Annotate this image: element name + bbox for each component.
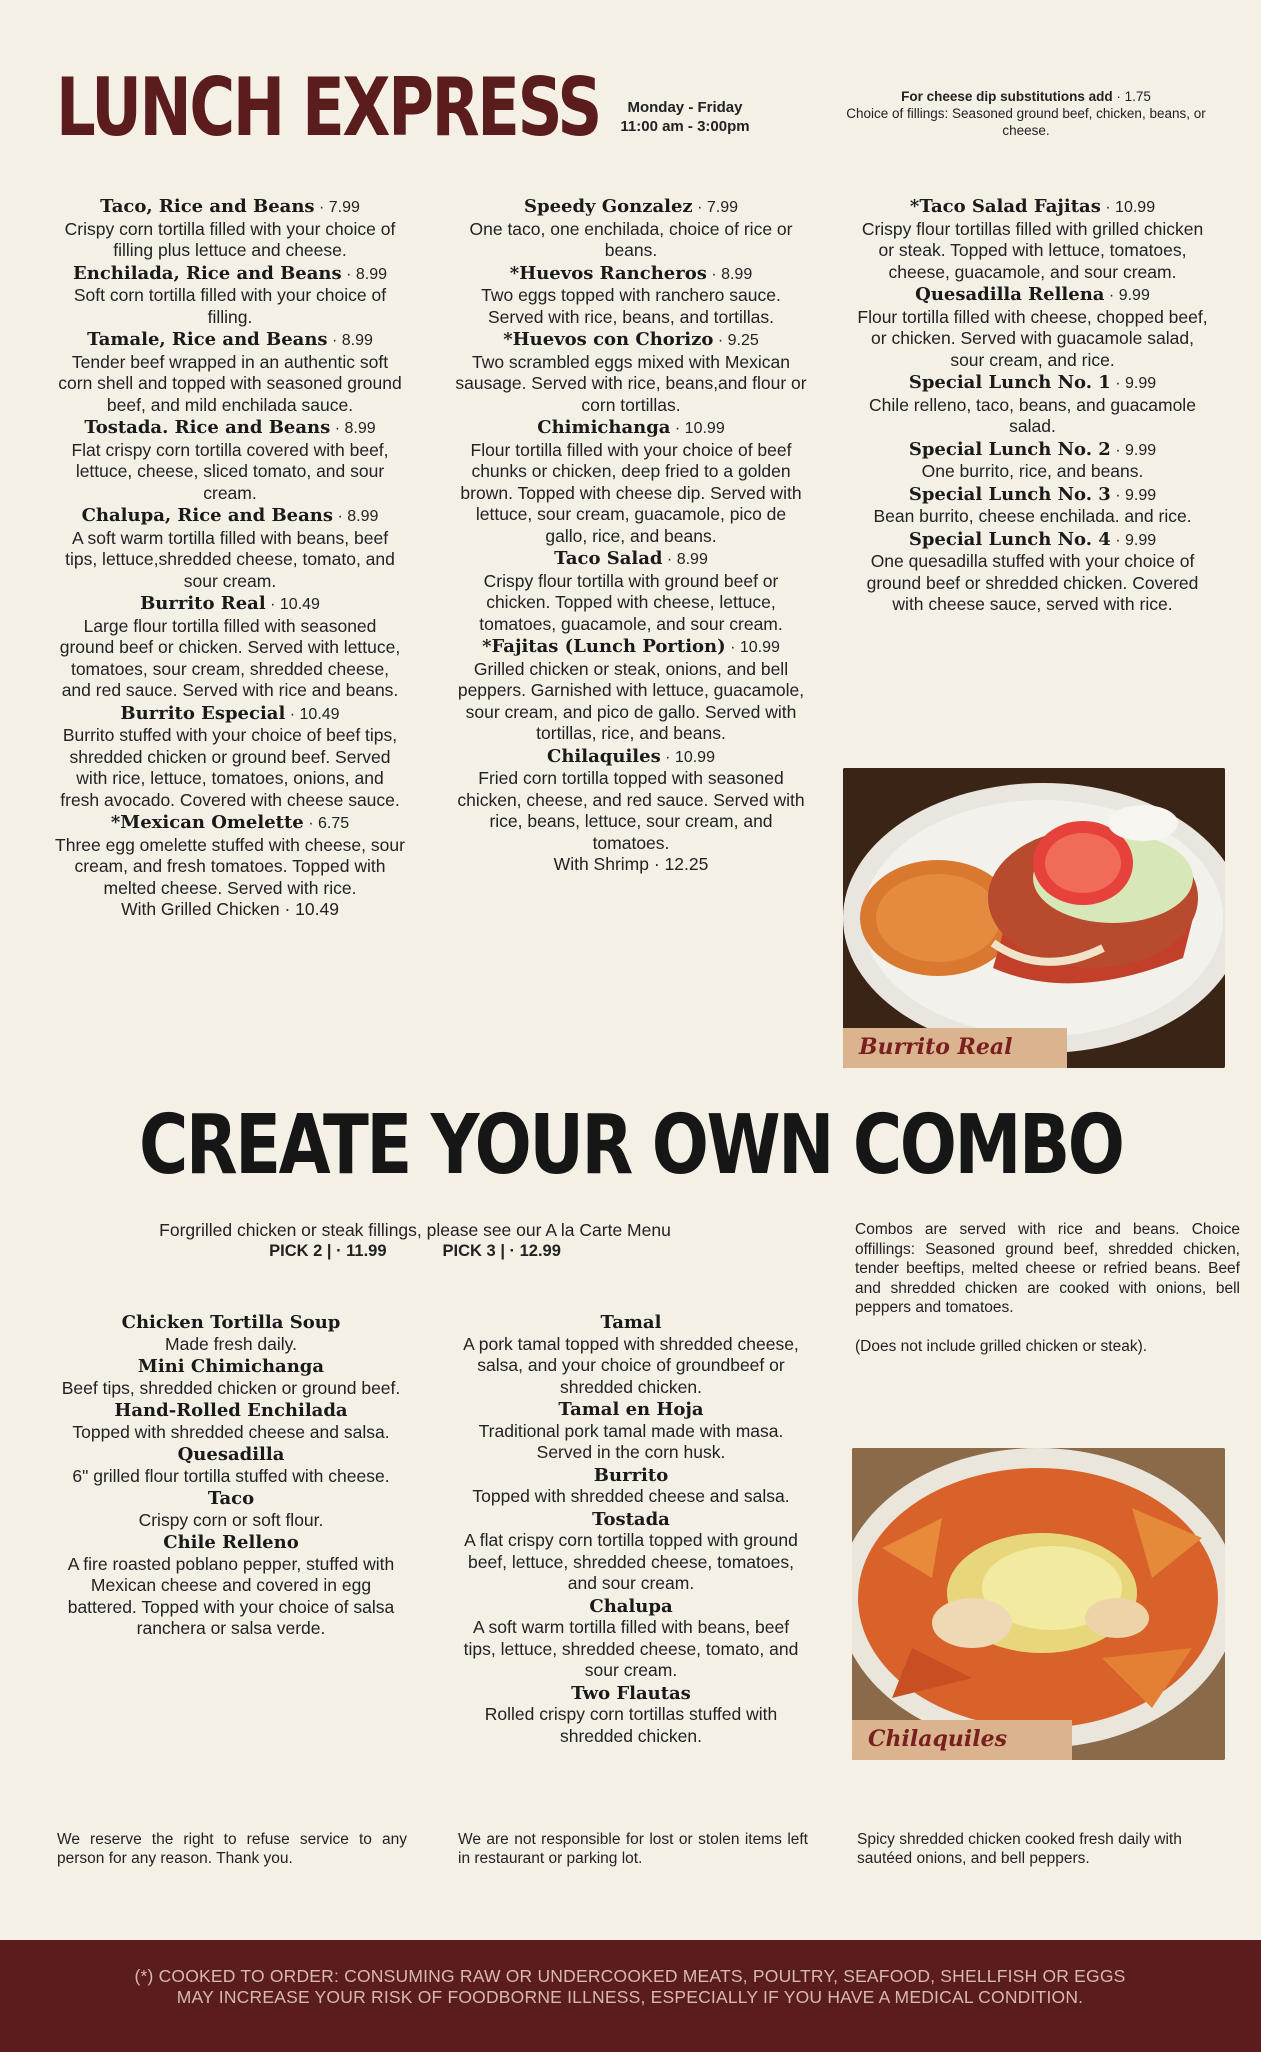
combo-title-text: CREATE YOUR OWN COMBO bbox=[138, 1098, 1123, 1193]
cheese-note-text: Choice of fillings: Seasoned ground beef, chicken, beans, or cheese. bbox=[846, 106, 1206, 138]
menu-item-name: Speedy Gonzalez bbox=[523, 196, 693, 217]
menu-item bbox=[56, 1356, 406, 1399]
refuse-service-note: We reserve the right to refuse service to any person for any reason. Thank you. bbox=[57, 1831, 407, 1867]
menu-item-description: Soft corn tortilla filled with your choice of filling. bbox=[73, 285, 387, 327]
health-warning-bar bbox=[0, 1940, 1261, 2052]
menu-item-description: Beef tips, shredded chicken or ground beef. bbox=[61, 1377, 401, 1398]
menu-item bbox=[55, 703, 405, 812]
menu-item bbox=[55, 196, 405, 262]
menu-item-name: Two Flautas bbox=[571, 1682, 691, 1704]
lost-items-note: We are not responsible for lost or stolen items left in restaurant or parking lot. bbox=[458, 1831, 808, 1867]
menu-item-name: Burrito Especial bbox=[120, 702, 286, 724]
menu-item-price: · 10.99 bbox=[725, 639, 780, 656]
menu-item bbox=[55, 593, 405, 702]
health-warning-line-2: MAY INCREASE YOUR RISK OF FOODBORNE ILLNESS, ESPECIALLY IF YOU HAVE A MEDICAL CONDITION. bbox=[176, 1987, 1084, 2007]
menu-item bbox=[55, 329, 405, 416]
menu-item-description: A soft warm tortilla filled with beans, beef tips, lettuce, shredded cheese, tomato, and sour cream. bbox=[463, 1617, 799, 1680]
menu-item-price: · 9.99 bbox=[1110, 441, 1157, 459]
menu-item bbox=[855, 439, 1210, 483]
lunch-column-2 bbox=[455, 196, 807, 877]
menu-item-name: Tostada. Rice and Beans bbox=[84, 417, 331, 438]
menu-item-description: Made fresh daily. bbox=[165, 1333, 297, 1354]
burrito-real-photo bbox=[843, 768, 1225, 1068]
menu-item-description: 6" grilled flour tortilla stuffed with cheese. bbox=[72, 1465, 390, 1486]
combo-column-1 bbox=[56, 1312, 406, 1641]
menu-item-name: Quesadilla bbox=[177, 1444, 285, 1465]
menu-item-name: *Mexican Omelette bbox=[110, 812, 304, 833]
menu-item-price: · 7.99 bbox=[314, 199, 360, 216]
menu-item-name: Chalupa bbox=[589, 1595, 673, 1617]
menu-item-price: · 9.99 bbox=[1104, 287, 1150, 304]
menu-item-description: Fried corn tortilla topped with seasoned chicken, cheese, and red sauce. Served with rice, beans, lettuce, sour cream, and tomatoes. bbox=[457, 768, 805, 853]
menu-item bbox=[55, 417, 405, 504]
menu-item bbox=[455, 1683, 807, 1748]
menu-item-description: Three egg omelette stuffed with cheese, sour cream, and fresh tomatoes. Topped with melted cheese. Served with rice. bbox=[55, 834, 405, 898]
menu-item-name: Taco bbox=[207, 1488, 255, 1509]
menu-item-description: One burrito, rice, and beans. bbox=[921, 461, 1144, 481]
chilaquiles-plate-illustration bbox=[852, 1448, 1225, 1760]
menu-item-description: Flour tortilla filled with your choice of beef chunks or chicken, deep fried to a golden brown. Topped with cheese dip. Served with lettuce, sour cream, guacamole, pico de gallo, rice, and beans. bbox=[460, 439, 802, 546]
menu-item-name: *Huevos Rancheros bbox=[509, 262, 707, 284]
menu-item bbox=[55, 263, 405, 329]
menu-item-price: · 9.99 bbox=[1110, 531, 1157, 549]
menu-item-name: Special Lunch No. 1 bbox=[908, 372, 1111, 393]
menu-item-name: Burrito bbox=[593, 1464, 669, 1486]
menu-item-price: · 10.99 bbox=[660, 748, 715, 766]
menu-item-name: Chalupa, Rice and Beans bbox=[81, 505, 334, 526]
menu-item-description: Flat crispy corn tortilla covered with beef, lettuce, cheese, sliced tomato, and sour cream. bbox=[71, 439, 389, 503]
burrito-real-label: Burrito Real bbox=[843, 1028, 1067, 1068]
menu-item-price: · 8.99 bbox=[333, 508, 379, 525]
menu-item-price: · 8.99 bbox=[706, 265, 753, 283]
menu-item-price: · 6.75 bbox=[303, 815, 350, 832]
menu-item bbox=[855, 196, 1210, 283]
menu-item-name: *Taco Salad Fajitas bbox=[909, 196, 1101, 217]
menu-item-description: Crispy corn or soft flour. bbox=[138, 1509, 324, 1530]
menu-item-description: A pork tamal topped with shredded cheese, salsa, and your choice of groundbeef or shredded chicken. bbox=[463, 1333, 799, 1397]
menu-item-price: · 10.49 bbox=[265, 596, 320, 613]
menu-item bbox=[56, 1488, 406, 1531]
menu-item-description: One quesadilla stuffed with your choice of ground beef or shredded chicken. Covered with cheese sauce, served with rice. bbox=[866, 551, 1199, 614]
menu-item bbox=[855, 372, 1210, 438]
menu-item bbox=[56, 1312, 406, 1355]
menu-item-price: · 9.99 bbox=[1110, 486, 1157, 504]
lunch-express-title: LUNCH EXPRESS bbox=[56, 61, 600, 154]
menu-item-name: Chilaquiles bbox=[547, 745, 661, 767]
menu-item bbox=[56, 1444, 406, 1487]
chilaquiles-photo bbox=[852, 1448, 1225, 1760]
menu-item-description: Tender beef wrapped in an authentic soft corn shell and topped with seasoned ground beef, and mild enchilada sauce. bbox=[58, 351, 402, 415]
menu-item-name: Enchilada, Rice and Beans bbox=[73, 262, 342, 284]
menu-item bbox=[455, 1509, 807, 1595]
menu-item bbox=[455, 1596, 807, 1682]
menu-item bbox=[855, 484, 1210, 528]
cheese-note-bold: For cheese dip substitutions add bbox=[901, 89, 1113, 104]
lunch-column-1 bbox=[55, 196, 405, 922]
menu-item-name: Taco Salad bbox=[554, 548, 663, 569]
menu-item-description: One taco, one enchilada, choice of rice or beans. bbox=[469, 218, 793, 260]
menu-item-description: Traditional pork tamal made with masa. Served in the corn husk. bbox=[478, 1420, 784, 1462]
menu-item bbox=[455, 548, 807, 635]
menu-item-price: · 8.99 bbox=[662, 551, 708, 568]
menu-item bbox=[455, 1465, 807, 1508]
menu-item-price: · 10.49 bbox=[285, 705, 340, 723]
menu-item-price: · 8.99 bbox=[330, 420, 376, 437]
menu-item-price: · 10.99 bbox=[670, 420, 725, 437]
menu-item bbox=[855, 529, 1210, 616]
menu-item-name: Hand-Rolled Enchilada bbox=[114, 1400, 348, 1421]
menu-item-name: Special Lunch No. 4 bbox=[908, 528, 1111, 550]
combo-note-exclusion: (Does not include grilled chicken or steak). bbox=[855, 1337, 1148, 1355]
menu-item-price: · 8.99 bbox=[341, 265, 387, 283]
menu-item-extra-option: With Grilled Chicken · 10.49 bbox=[121, 899, 339, 919]
menu-item-name: Special Lunch No. 2 bbox=[908, 438, 1111, 460]
menu-item-description: A flat crispy corn tortilla topped with ground beef, lettuce, shredded cheese, tomatoes, and sour cream. bbox=[464, 1530, 798, 1593]
menu-item-description: Large flour tortilla filled with seasoned ground beef or chicken. Served with lettuce, tomatoes, sour cream, shredded cheese, and red sauce. Served with rice and beans. bbox=[59, 615, 401, 700]
menu-item-description: Crispy corn tortilla filled with your choice of filling plus lettuce and cheese. bbox=[64, 218, 396, 260]
menu-item-name: Chicken Tortilla Soup bbox=[121, 1312, 341, 1333]
menu-item bbox=[455, 636, 807, 745]
menu-item bbox=[455, 196, 807, 262]
menu-item-description: Two scrambled eggs mixed with Mexican sausage. Served with rice, beans,and flour or corn tortillas. bbox=[455, 351, 807, 415]
menu-item bbox=[855, 284, 1210, 371]
menu-item bbox=[455, 417, 807, 547]
pick-3-price: PICK 3 | · 12.99 bbox=[442, 1242, 561, 1260]
menu-item-name: Taco, Rice and Beans bbox=[100, 196, 315, 217]
menu-item-description: Topped with shredded cheese and salsa. bbox=[72, 1421, 390, 1442]
combo-note-fillings: Combos are served with rice and beans. Choice offillings: Seasoned ground beef, shredded chicken, tender beeftips, melted cheese or refried beans. Beef and shredded chicken are cooked with onions, bell peppers and tomatoes. bbox=[855, 1221, 1240, 1316]
menu-item-description: A soft warm tortilla filled with beans, beef tips, lettuce,shredded cheese, tomato, and sour cream. bbox=[65, 527, 395, 591]
health-warning-text bbox=[90, 1966, 1170, 2008]
menu-item-description: Grilled chicken or steak, onions, and bell peppers. Garnished with lettuce, guacamole, sour cream, and pico de gallo. Served with tortillas, rice, and beans. bbox=[457, 658, 805, 743]
menu-item-name: Tostada bbox=[592, 1508, 670, 1530]
menu-item-name: Chile Relleno bbox=[163, 1532, 299, 1553]
menu-item bbox=[455, 1312, 807, 1398]
cheese-note-price: · 1.75 bbox=[1112, 89, 1151, 104]
cheese-dip-note bbox=[838, 88, 1214, 139]
menu-item bbox=[55, 505, 405, 592]
menu-item-price: · 10.99 bbox=[1100, 199, 1156, 216]
menu-item-name: Chimichanga bbox=[537, 417, 671, 438]
menu-item-name: Mini Chimichanga bbox=[137, 1356, 325, 1377]
lunch-days: Monday - Friday bbox=[627, 99, 743, 116]
combo-intro bbox=[130, 1220, 700, 1262]
menu-item-description: Topped with shredded cheese and salsa. bbox=[472, 1486, 790, 1506]
combo-note bbox=[855, 1220, 1240, 1356]
menu-item-price: · 7.99 bbox=[692, 199, 739, 216]
menu-item-description: Two eggs topped with ranchero sauce. Served with rice, beans, and tortillas. bbox=[481, 285, 781, 327]
menu-item bbox=[455, 329, 807, 416]
menu-item-description: Rolled crispy corn tortillas stuffed with shredded chicken. bbox=[484, 1704, 778, 1746]
menu-item bbox=[455, 746, 807, 876]
menu-item bbox=[55, 812, 405, 921]
menu-item-name: Quesadilla Rellena bbox=[915, 284, 1105, 305]
menu-item-price: · 8.99 bbox=[327, 332, 373, 349]
menu-item-description: Chile relleno, taco, beans, and guacamole salad. bbox=[869, 394, 1196, 436]
menu-item-name: *Fajitas (Lunch Portion) bbox=[482, 636, 726, 657]
health-warning-line-1: (*) COOKED TO ORDER: CONSUMING RAW OR UNDERCOOKED MEATS, POULTRY, SEAFOOD, SHELLFISH OR EGGS bbox=[134, 1966, 1126, 1986]
menu-item-description: Burrito stuffed with your choice of beef tips, shredded chicken or ground beef. Served with rice, lettuce, tomatoes, onions, and fresh avocado. Covered with cheese sauce. bbox=[60, 725, 400, 810]
lunch-time: 11:00 am - 3:00pm bbox=[620, 118, 750, 135]
menu-item-name: *Huevos con Chorizo bbox=[503, 329, 714, 350]
menu-item-price: · 9.25 bbox=[713, 332, 759, 349]
menu-item-name: Burrito Real bbox=[140, 593, 266, 614]
chilaquiles-note: Spicy shredded chicken cooked fresh daily with sautéed onions, and bell peppers. bbox=[857, 1831, 1182, 1867]
menu-item bbox=[455, 263, 807, 329]
chilaquiles-label: Chilaquiles bbox=[852, 1720, 1072, 1760]
menu-item-name: Tamale, Rice and Beans bbox=[87, 329, 328, 350]
lunch-column-3 bbox=[855, 196, 1210, 617]
pick-2-price: PICK 2 | · 11.99 bbox=[269, 1242, 387, 1260]
combo-column-2 bbox=[455, 1312, 807, 1748]
burrito-plate-illustration bbox=[843, 768, 1225, 1068]
menu-item-name: Special Lunch No. 3 bbox=[908, 483, 1111, 505]
menu-item-description: Bean burrito, cheese enchilada. and rice. bbox=[873, 506, 1192, 526]
menu-item bbox=[56, 1400, 406, 1443]
menu-item-name: Tamal en Hoja bbox=[558, 1399, 704, 1420]
combo-title bbox=[0, 1098, 1261, 1193]
menu-item bbox=[455, 1399, 807, 1464]
combo-intro-text: Forgrilled chicken or steak fillings, please see our A la Carte Menu bbox=[159, 1220, 671, 1240]
menu-item-name: Tamal bbox=[600, 1312, 662, 1333]
menu-item bbox=[56, 1532, 406, 1640]
lunch-hours bbox=[560, 98, 810, 136]
menu-item-description: Crispy flour tortillas filled with grilled chicken or steak. Topped with lettuce, tomatoes, cheese, guacamole, and sour cream. bbox=[861, 218, 1204, 282]
menu-item-description: Flour tortilla filled with cheese, chopped beef, or chicken. Served with guacamole salad, sour cream, and rice. bbox=[857, 306, 1208, 370]
menu-item-description: Crispy flour tortilla with ground beef or chicken. Topped with cheese, lettuce, tomatoes, guacamole, and sour cream. bbox=[479, 570, 783, 634]
menu-item-extra-option: With Shrimp · 12.25 bbox=[553, 854, 709, 874]
combo-picks bbox=[130, 1241, 700, 1262]
menu-item-description: A fire roasted poblano pepper, stuffed with Mexican cheese and covered in egg battered. Topped with your choice of salsa ranchera or salsa verde. bbox=[67, 1553, 395, 1638]
menu-item-price: · 9.99 bbox=[1110, 375, 1157, 392]
